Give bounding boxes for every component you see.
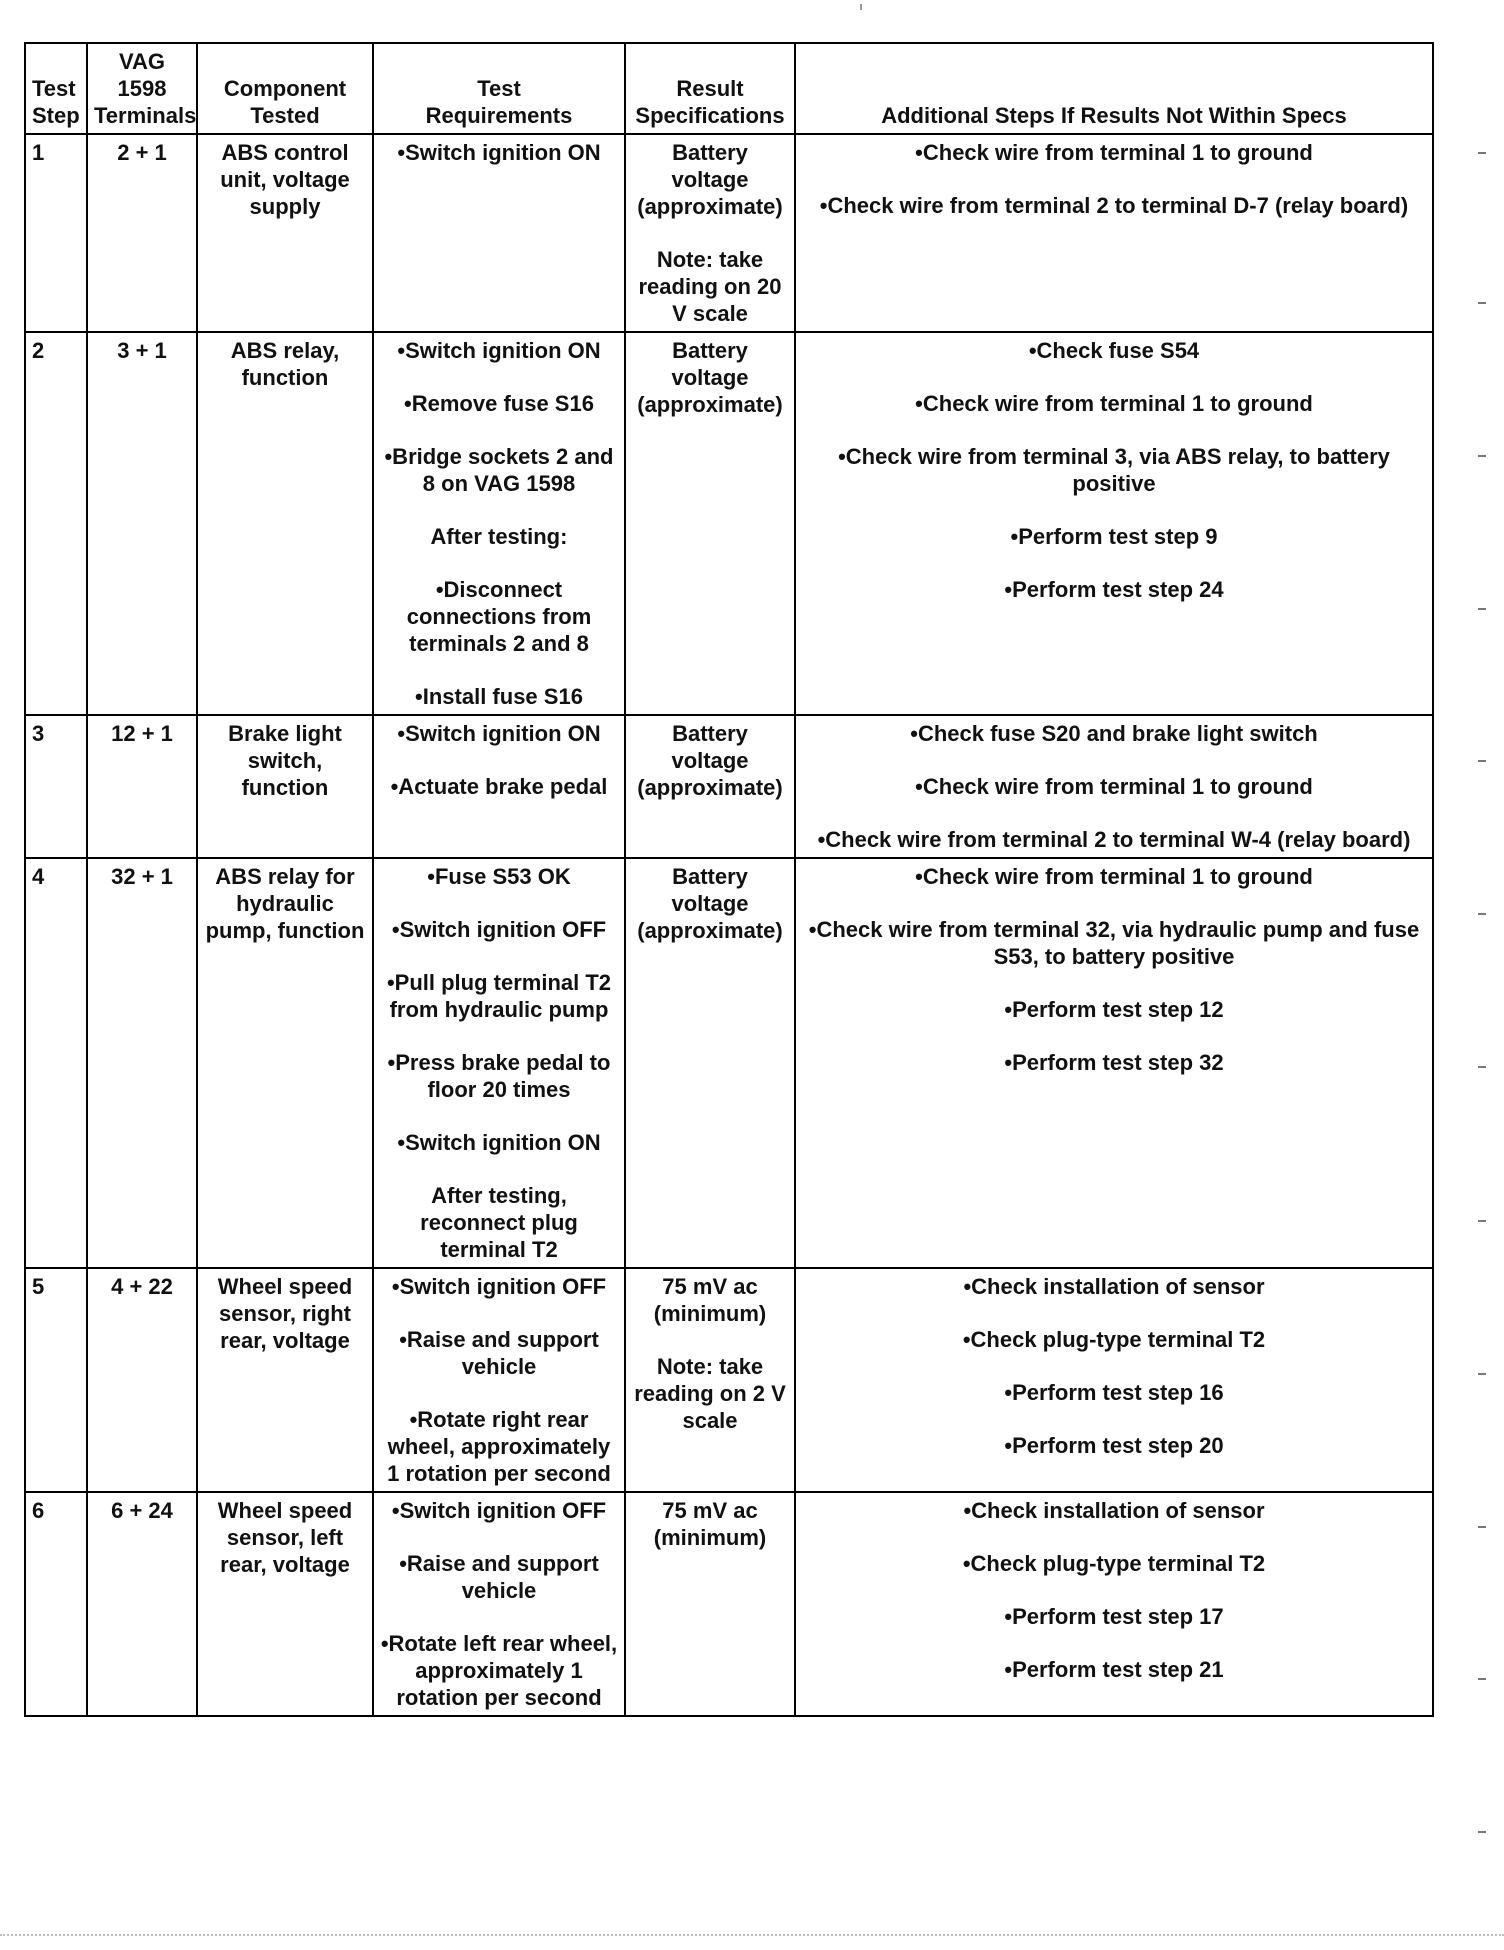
additional-steps-cell [795, 858, 1433, 1268]
additional-step-item: •Check installation of sensor [963, 1274, 1265, 1299]
header-results: Result Specifications [625, 43, 795, 134]
margin-tick [1478, 1373, 1486, 1375]
requirement-item: •Install fuse S16 [415, 684, 583, 709]
requirement-item: •Switch ignition OFF [391, 917, 607, 942]
additional-steps-cell [795, 332, 1433, 715]
additional-step-item: •Perform test step 24 [1004, 577, 1224, 602]
requirement-item: •Fuse S53 OK [427, 864, 571, 889]
terminals-cell [87, 858, 197, 1268]
result-item: Battery voltage (approximate) [637, 721, 783, 800]
header-terminals: VAG 1598 Terminals [87, 43, 197, 134]
requirement-item: •Rotate left rear wheel, approximately 1 rotation per second [380, 1631, 618, 1710]
additional-step-item: •Check plug-type terminal T2 [962, 1327, 1266, 1352]
requirements-cell [373, 858, 625, 1268]
test-step-number: 5 [32, 1274, 45, 1299]
header-row [25, 43, 1433, 134]
requirement-item: •Switch ignition ON [397, 140, 601, 165]
abs-test-table [24, 42, 1434, 1717]
additional-step-item: •Check wire from terminal 2 to terminal W-4 (relay board) [817, 827, 1411, 852]
component-cell [197, 1492, 373, 1716]
margin-tick [1478, 1220, 1486, 1222]
component-cell [197, 1268, 373, 1492]
additional-step-item: •Perform test step 32 [1004, 1050, 1224, 1075]
terminals-cell [87, 332, 197, 715]
additional-step-item: •Perform test step 9 [1010, 524, 1218, 549]
results-cell [625, 1492, 795, 1716]
additional-step-item: •Perform test step 21 [1004, 1657, 1224, 1682]
additional-steps-cell [795, 715, 1433, 858]
additional-step-item: •Check wire from terminal 1 to ground [915, 391, 1313, 416]
test-step-cell [25, 858, 87, 1268]
requirement-item: •Switch ignition OFF [391, 1274, 607, 1299]
requirement-item: •Remove fuse S16 [404, 391, 594, 416]
terminals-value: 3 + 1 [117, 338, 167, 363]
test-step-number: 2 [32, 338, 45, 363]
result-item: Battery voltage (approximate) [637, 140, 783, 219]
requirements-cell [373, 332, 625, 715]
margin-tick [1478, 608, 1486, 610]
additional-step-item: •Check wire from terminal 1 to ground [915, 140, 1313, 165]
requirement-item: After testing, reconnect plug terminal T2 [420, 1183, 578, 1262]
test-step-cell [25, 134, 87, 332]
result-item: Battery voltage (approximate) [637, 864, 783, 943]
terminals-value: 4 + 22 [111, 1274, 173, 1299]
additional-step-item: •Perform test step 12 [1004, 997, 1224, 1022]
component-cell [197, 715, 373, 858]
requirement-item: After testing: [430, 524, 568, 549]
requirement-item: •Switch ignition OFF [391, 1498, 607, 1523]
additional-step-item: •Perform test step 16 [1004, 1380, 1224, 1405]
results-cell [625, 134, 795, 332]
requirement-item: •Raise and support vehicle [399, 1327, 599, 1379]
additional-step-item: •Perform test step 17 [1004, 1604, 1224, 1629]
requirement-item: •Switch ignition ON [397, 338, 601, 363]
component-name: ABS relay, function [230, 338, 340, 390]
component-name: Wheel speed sensor, left rear, voltage [217, 1498, 353, 1577]
header-additional-steps: Additional Steps If Results Not Within Specs [795, 43, 1433, 134]
requirement-item: •Switch ignition ON [397, 1130, 601, 1155]
terminals-cell [87, 1492, 197, 1716]
margin-tick [1478, 913, 1486, 915]
header-test-step: Test Step [25, 43, 87, 134]
component-name: Brake light switch, function [228, 721, 342, 800]
result-item: Note: take reading on 20 V scale [638, 247, 782, 326]
component-cell [197, 332, 373, 715]
table-row [25, 134, 1433, 332]
table-row [25, 715, 1433, 858]
component-name: ABS control unit, voltage supply [220, 140, 350, 219]
terminals-cell [87, 1268, 197, 1492]
additional-steps-cell [795, 1492, 1433, 1716]
test-step-number: 6 [32, 1498, 45, 1523]
additional-step-item: •Check wire from terminal 1 to ground [915, 774, 1313, 799]
table-row [25, 858, 1433, 1268]
margin-tick [1478, 1526, 1486, 1528]
terminals-cell [87, 715, 197, 858]
requirement-item: •Bridge sockets 2 and 8 on VAG 1598 [384, 444, 614, 496]
component-name: ABS relay for hydraulic pump, function [205, 864, 365, 943]
margin-tick [1478, 455, 1486, 457]
header-component: Component Tested [197, 43, 373, 134]
requirement-item: •Disconnect connections from terminals 2 and 8 [406, 577, 592, 656]
results-cell [625, 715, 795, 858]
test-step-cell [25, 332, 87, 715]
test-step-number: 3 [32, 721, 45, 746]
test-step-number: 4 [32, 864, 45, 889]
requirement-item: •Pull plug terminal T2 from hydraulic pump [386, 970, 612, 1022]
margin-tick [1478, 1066, 1486, 1068]
margin-tick [1478, 302, 1486, 304]
additional-step-item: •Check wire from terminal 2 to terminal D-7 (relay board) [819, 193, 1409, 218]
results-cell [625, 332, 795, 715]
margin-tick [1478, 1831, 1486, 1833]
terminals-value: 2 + 1 [117, 140, 167, 165]
result-item: 75 mV ac (minimum) [653, 1274, 767, 1326]
page-bottom-edge [0, 1934, 1504, 1936]
additional-step-item: •Perform test step 20 [1004, 1433, 1224, 1458]
additional-step-item: •Check installation of sensor [963, 1498, 1265, 1523]
margin-tick [1478, 152, 1486, 154]
header-requirements: Test Requirements [373, 43, 625, 134]
component-cell [197, 858, 373, 1268]
table-row [25, 1492, 1433, 1716]
additional-steps-cell [795, 134, 1433, 332]
requirements-cell [373, 715, 625, 858]
results-cell [625, 1268, 795, 1492]
additional-step-item: •Check plug-type terminal T2 [962, 1551, 1266, 1576]
requirements-cell [373, 1492, 625, 1716]
margin-tick [1478, 760, 1486, 762]
terminals-cell [87, 134, 197, 332]
requirement-item: •Actuate brake pedal [390, 774, 608, 799]
requirement-item: •Switch ignition ON [397, 721, 601, 746]
additional-step-item: •Check fuse S54 [1028, 338, 1200, 363]
additional-step-item: •Check fuse S20 and brake light switch [910, 721, 1318, 746]
test-step-cell [25, 715, 87, 858]
test-step-cell [25, 1492, 87, 1716]
scan-mark [860, 4, 862, 10]
additional-step-item: •Check wire from terminal 1 to ground [915, 864, 1313, 889]
terminals-value: 12 + 1 [111, 721, 173, 746]
result-item: Note: take reading on 2 V scale [634, 1354, 786, 1433]
test-step-cell [25, 1268, 87, 1492]
additional-step-item: •Check wire from terminal 32, via hydraulic pump and fuse S53, to battery positive [808, 917, 1420, 969]
result-item: 75 mV ac (minimum) [653, 1498, 767, 1550]
requirements-cell [373, 134, 625, 332]
result-item: Battery voltage (approximate) [637, 338, 783, 417]
table-row [25, 1268, 1433, 1492]
requirements-cell [373, 1268, 625, 1492]
margin-tick [1478, 1678, 1486, 1680]
terminals-value: 32 + 1 [111, 864, 173, 889]
table-row [25, 332, 1433, 715]
requirement-item: •Rotate right rear wheel, approximately 1 rotation per second [387, 1407, 611, 1486]
terminals-value: 6 + 24 [111, 1498, 173, 1523]
component-cell [197, 134, 373, 332]
additional-step-item: •Check wire from terminal 3, via ABS relay, to battery positive [838, 444, 1390, 496]
test-step-number: 1 [32, 140, 45, 165]
requirement-item: •Press brake pedal to floor 20 times [387, 1050, 611, 1102]
table-body [25, 134, 1433, 1716]
results-cell [625, 858, 795, 1268]
requirement-item: •Raise and support vehicle [399, 1551, 599, 1603]
component-name: Wheel speed sensor, right rear, voltage [217, 1274, 353, 1353]
additional-steps-cell [795, 1268, 1433, 1492]
